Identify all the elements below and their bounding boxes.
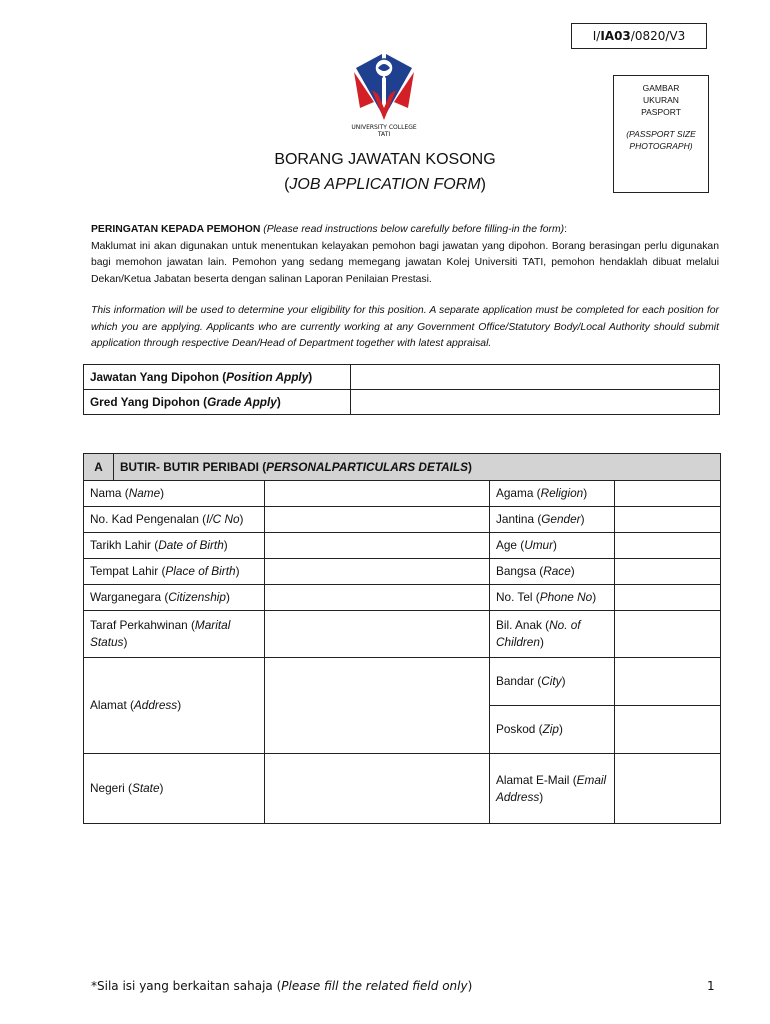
title-english-text: JOB APPLICATION FORM — [289, 176, 481, 193]
table-row — [84, 754, 721, 824]
lbl-en: I/C No — [206, 512, 240, 526]
citizenship-input[interactable] — [265, 585, 490, 611]
paren: ) — [592, 590, 597, 604]
instructions-note: (Please read instructions below carefully before filling-in the form) — [263, 224, 565, 235]
university-crest-icon — [352, 50, 416, 124]
lbl: Age ( — [496, 538, 525, 552]
age-input[interactable] — [615, 533, 721, 559]
lbl-en: City — [541, 674, 562, 688]
lbl-en: Phone No — [539, 590, 593, 604]
paren: ( — [284, 176, 290, 193]
field-label-citizenship — [84, 585, 265, 611]
paren: ) — [223, 538, 228, 552]
lbl-en: Date of Birth — [158, 538, 224, 552]
lbl-en: Religion — [540, 486, 584, 500]
lbl: No. Kad Pengenalan ( — [90, 512, 207, 526]
section-title-english: PERSONALPARTICULARS DETAILS — [266, 459, 469, 474]
lbl-en: Name — [128, 486, 161, 500]
paren: ) — [308, 370, 313, 384]
doc-ref-code: IA03 — [600, 29, 631, 43]
grade-input[interactable] — [351, 390, 720, 415]
lbl-en: Address — [133, 698, 178, 712]
lbl-en: Marital Status — [90, 618, 231, 649]
field-label-gender — [490, 507, 615, 533]
lbl-en: Email Address — [496, 772, 607, 804]
photo-label-line: GAMBAR — [642, 83, 680, 93]
paren: ) — [580, 512, 585, 526]
field-label-ic — [84, 507, 265, 533]
lbl-en: Race — [543, 564, 571, 578]
instructions-english: This information will be used to determine your eligibility for this position. A separate application must be completed for each position for which you are applying. Applicants who are currently working at any Government Office/Statutory Body/Local Authority should submit application through respective Dean/Head of Department together with latest appraisal. — [91, 305, 719, 349]
paren: ) — [225, 590, 230, 604]
paren: ) — [480, 176, 486, 193]
paren: ) — [570, 564, 575, 578]
instructions — [91, 222, 719, 353]
label-malay: Gred Yang Dipohon ( — [90, 395, 208, 409]
form-title-english — [200, 176, 570, 194]
lbl-en: State — [131, 781, 160, 795]
phone-input[interactable] — [615, 585, 721, 611]
paren: ) — [159, 781, 164, 795]
zip-input[interactable] — [615, 706, 721, 754]
table-row — [84, 507, 721, 533]
table-row — [84, 658, 721, 706]
label-malay: Jawatan Yang Dipohon ( — [90, 370, 227, 384]
lbl: Alamat E-Mail ( — [496, 772, 577, 787]
lbl: Negeri ( — [90, 781, 132, 795]
lbl: Jantina ( — [496, 512, 542, 526]
grade-label — [84, 390, 351, 415]
position-input[interactable] — [351, 365, 720, 390]
paren: ) — [539, 635, 544, 649]
paren: ) — [558, 722, 563, 736]
field-label-name — [84, 481, 265, 507]
label-english: Grade Apply — [207, 395, 277, 409]
field-label-address — [84, 658, 265, 754]
section-title-malay: BUTIR- BUTIR PERIBADI ( — [120, 459, 267, 474]
university-logo — [352, 50, 416, 138]
footer-english: Please fill the related field only — [281, 979, 468, 993]
section-title — [114, 454, 721, 481]
lbl: Poskod ( — [496, 722, 543, 736]
field-label-city — [490, 658, 615, 706]
city-input[interactable] — [615, 658, 721, 706]
paren: ) — [539, 789, 544, 804]
address-input[interactable] — [265, 658, 490, 754]
field-label-phone — [490, 585, 615, 611]
paren: ) — [239, 512, 244, 526]
email-input[interactable] — [615, 754, 721, 824]
children-input[interactable] — [615, 611, 721, 658]
lbl: Agama ( — [496, 486, 541, 500]
paren: ) — [160, 486, 165, 500]
position-label — [84, 365, 351, 390]
field-label-age — [490, 533, 615, 559]
lbl-en: Place of Birth — [165, 564, 236, 578]
logo-name: UNIVERSITY COLLEGE — [351, 124, 417, 131]
doc-ref-prefix: I/ — [592, 29, 601, 43]
footer-malay: *Sila isi yang berkaitan sahaja ( — [91, 979, 282, 993]
colon: : — [564, 224, 568, 235]
dob-input[interactable] — [265, 533, 490, 559]
lbl-en: Citizenship — [168, 590, 226, 604]
personal-particulars-table — [83, 453, 721, 824]
photo-label-line: PASPORT — [641, 107, 681, 117]
lbl: Alamat ( — [90, 698, 134, 712]
logo-subname: TATI — [377, 131, 391, 138]
page-number: 1 — [707, 979, 715, 993]
passport-photo-box[interactable] — [613, 75, 709, 193]
paren: ) — [583, 486, 588, 500]
lbl-en: No. of Children — [496, 618, 581, 649]
position-table — [83, 364, 720, 415]
lbl: Tempat Lahir ( — [90, 564, 166, 578]
gender-input[interactable] — [615, 507, 721, 533]
ic-input[interactable] — [265, 507, 490, 533]
paren: ) — [177, 698, 182, 712]
instructions-malay: Maklumat ini akan digunakan untuk menentukan kelayakan pemohon bagi jawatan yang dipohon. Borang berasingan perlu digunakan bagi memohon jawatan lain. Pemohon yang sedang memegang jawatan Kolej Universiti TATI, pemohon hendaklah dibuat melalui Dekan/Ketua Jabatan beserta dengan salinan Laporan Penilaian Prestasi. — [91, 240, 719, 285]
field-label-race — [490, 559, 615, 585]
paren: ) — [468, 459, 472, 474]
lbl: Tarikh Lahir ( — [90, 538, 159, 552]
lbl-en: Zip — [542, 722, 559, 736]
paren: ) — [235, 564, 240, 578]
table-row — [84, 365, 720, 390]
document-reference — [571, 23, 707, 49]
lbl: Warganegara ( — [90, 590, 169, 604]
field-label-state — [84, 754, 265, 824]
lbl: Taraf Perkahwinan ( — [90, 618, 195, 632]
photo-label-line: UKURAN — [643, 95, 679, 105]
table-row — [84, 559, 721, 585]
marital-input[interactable] — [265, 611, 490, 658]
table-row — [84, 585, 721, 611]
table-row — [84, 611, 721, 658]
section-header — [84, 454, 721, 481]
state-input[interactable] — [265, 754, 490, 824]
pob-input[interactable] — [265, 559, 490, 585]
field-label-children — [490, 611, 615, 658]
race-input[interactable] — [615, 559, 721, 585]
lbl: No. Tel ( — [496, 590, 540, 604]
field-label-dob — [84, 533, 265, 559]
paren: ) — [123, 635, 128, 649]
name-input[interactable] — [265, 481, 490, 507]
paren: ) — [276, 395, 281, 409]
religion-input[interactable] — [615, 481, 721, 507]
lbl: Bil. Anak ( — [496, 618, 550, 632]
photo-label-english: (PASSPORT SIZE PHOTOGRAPH) — [626, 129, 696, 151]
paren: ) — [467, 979, 473, 993]
field-label-email — [490, 754, 615, 824]
field-label-zip — [490, 706, 615, 754]
doc-ref-suffix: /0820/V3 — [630, 29, 686, 43]
lbl-en: Umur — [524, 538, 554, 552]
field-label-religion — [490, 481, 615, 507]
instructions-heading: PERINGATAN KEPADA PEMOHON — [91, 224, 261, 235]
table-row — [84, 481, 721, 507]
field-label-pob — [84, 559, 265, 585]
lbl: Nama ( — [90, 486, 129, 500]
label-english: Position Apply — [226, 370, 309, 384]
footer-note — [91, 979, 472, 993]
table-row — [84, 390, 720, 415]
lbl: Bandar ( — [496, 674, 542, 688]
paren: ) — [561, 674, 566, 688]
field-label-marital — [84, 611, 265, 658]
lbl: Bangsa ( — [496, 564, 544, 578]
lbl-en: Gender — [541, 512, 581, 526]
form-title-malay: BORANG JAWATAN KOSONG — [274, 151, 496, 168]
section-letter: A — [84, 454, 114, 481]
paren: ) — [553, 538, 557, 552]
table-row — [84, 533, 721, 559]
